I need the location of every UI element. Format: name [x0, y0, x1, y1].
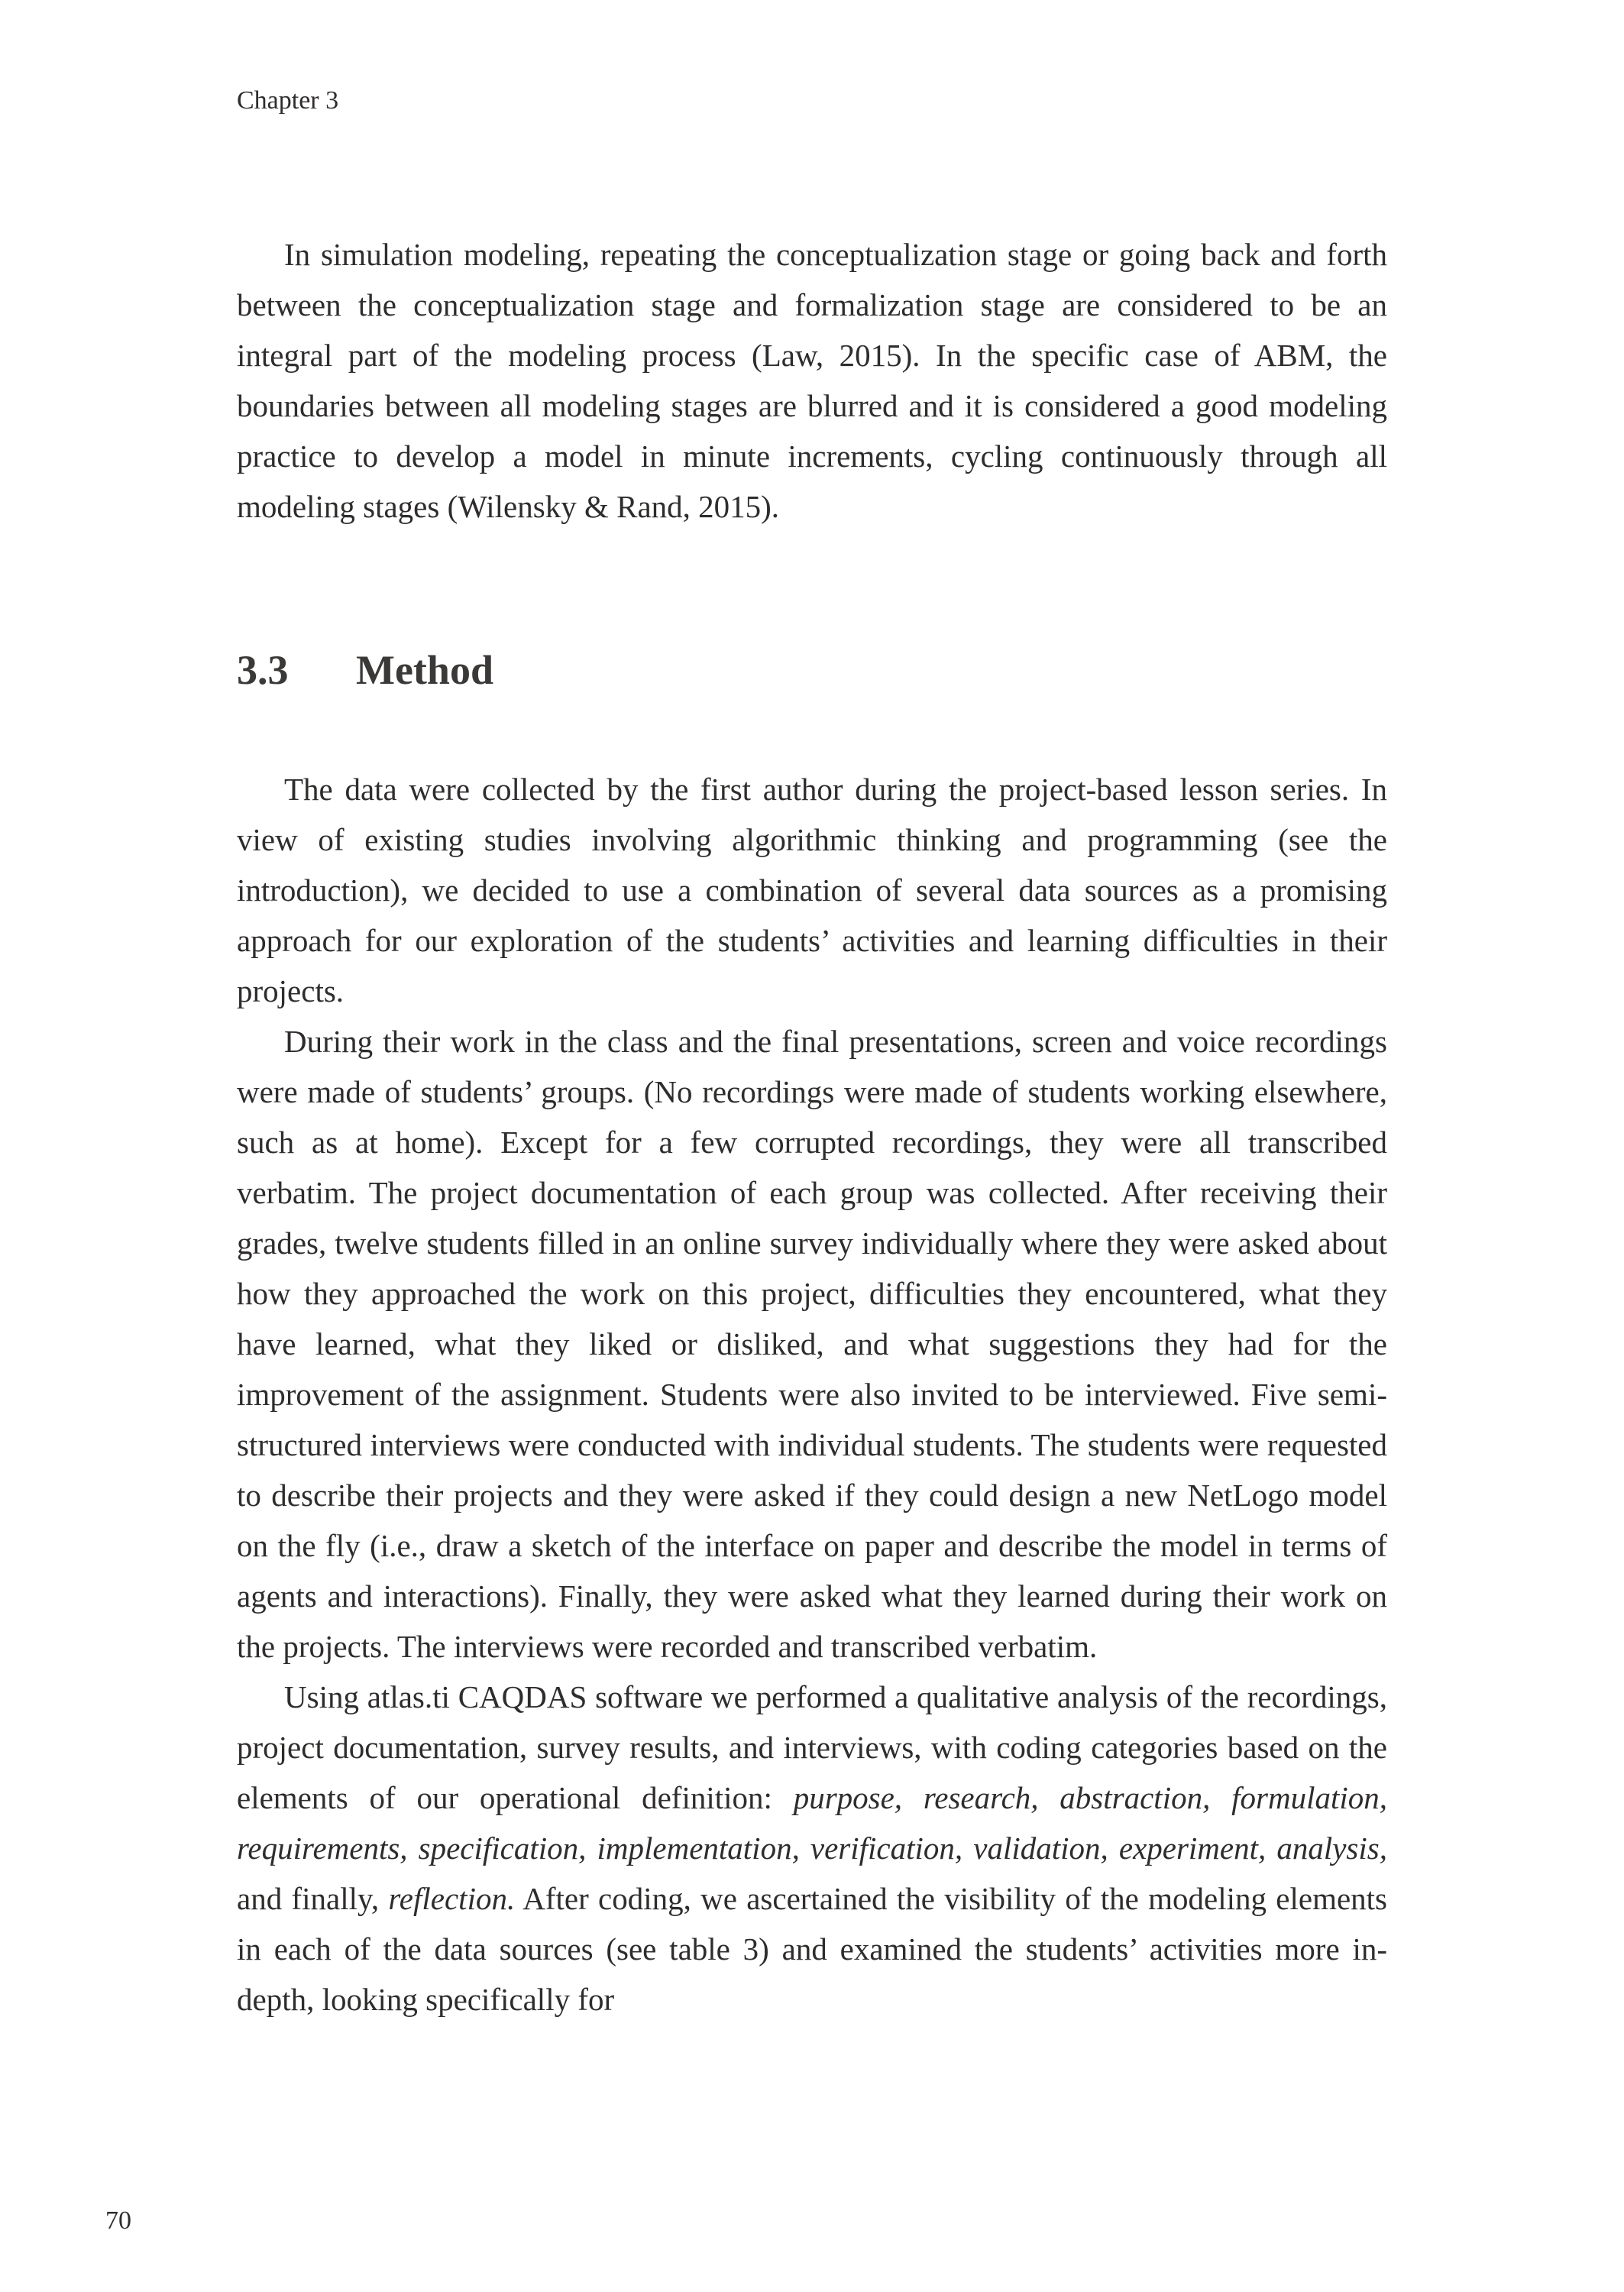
paragraph-4-segment-intro: Using atlas.ti CAQDAS software we performed a qualitative analysis of the recordings, project documentation, survey results, and interviews, with coding categories based on the elements of our operational definition:: [237, 1679, 1387, 1816]
page-number: 70: [105, 2206, 131, 2235]
page-content: [237, 229, 1387, 2025]
paragraph-data-collection: The data were collected by the first author during the project-based lesson series. In view of existing studies involving algorithmic thinking and programming (see the introduction), we decided to use a combination of several data sources as a promising approach for our exploration of the students’ activities and learning difficulties in their projects.: [237, 772, 1387, 1009]
paragraph-4-segment-after-coding: After coding, we ascertained the visibility of the modeling elements in each of the data sources (see table 3) and examined the students’ activities more in-depth, looking specifically for: [237, 1881, 1387, 2018]
paragraph-4-segment-connector: and finally,: [237, 1881, 389, 1917]
paragraph-simulation-modeling: In simulation modeling, repeating the conceptualization stage or going back and forth between the conceptualization stage and formalization stage are considered to be an integral part of the modeling process (Law, 2015). In the specific case of ABM, the boundaries between all modeling stages are blurred and it is considered a good modeling practice to develop a model in minute increments, cycling continuously through all modeling stages (Wilensky & Rand, 2015).: [237, 237, 1387, 524]
section-number: 3.3: [237, 647, 289, 693]
paragraph-recordings-interviews: During their work in the class and the final presentations, screen and voice recordings were made of students’ groups. (No recordings were made of students working elsewhere, such as at home). Except for a few corrupted recordings, they were all transcribed verbatim. The project documentation of each group was collected. After receiving their grades, twelve students filled in an online survey individually where they were asked about how they approached the work on this project, difficulties they encountered, what they have learned, what they liked or disliked, and what suggestions they had for the improvement of the assignment. Students were also invited to be interviewed. Five semi-structured interviews were conducted with individual students. The students were requested to describe their projects and they were asked if they could design a new NetLogo model on the fly (i.e., draw a sketch of the interface on paper and describe the model in terms of agents and interactions). Finally, they were asked what they learned during their work on the projects. The interviews were recorded and transcribed verbatim.: [237, 1024, 1387, 1665]
paragraph-4-italic-reflection: reflection.: [388, 1881, 516, 1917]
section-title: Method: [356, 647, 493, 693]
running-header: Chapter 3: [237, 86, 339, 115]
paragraph-4-italic-coding-terms: purpose, research, abstraction, formulation, requirements, specification, implementation, verification, validation, experiment, analysis,: [237, 1780, 1388, 1866]
section-heading: [237, 646, 1387, 694]
paragraph-qualitative-analysis: [237, 1672, 1387, 2025]
